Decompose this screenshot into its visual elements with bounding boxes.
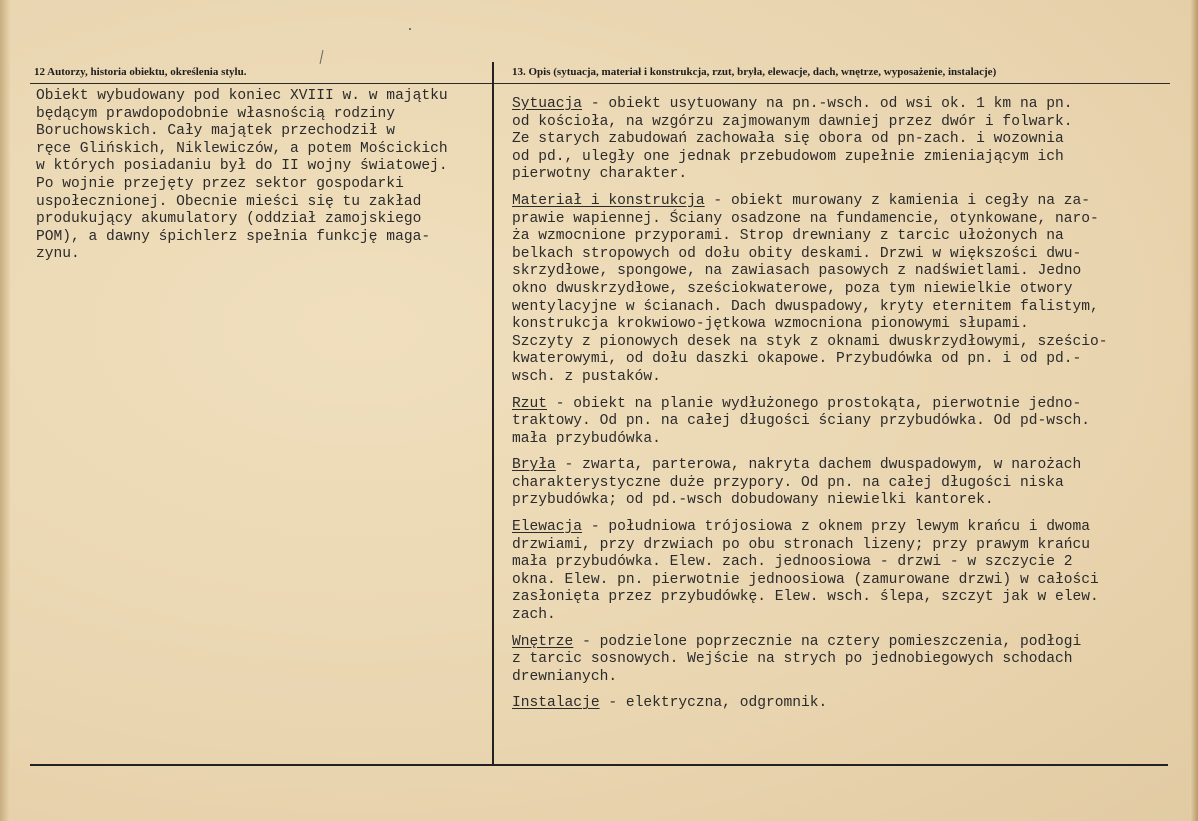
text-line: okna. Elew. pn. pierwotnie jednoosiowa (zamurowane drzwi) w całości [512, 571, 1099, 588]
text-line: uspołecznionej. Obecnie mieści się tu zakład [36, 193, 422, 210]
section-label: Elewacja [512, 519, 583, 536]
section-material [512, 193, 1174, 387]
text-line: Szczyty z pionowych desek na styk z oknami dwuskrzydłowymi, sześcio- [512, 333, 1108, 350]
text-line: traktowy. Od pn. na całej długości ściany przybudówka. Od pd-wsch. [512, 413, 1091, 430]
history-text-block [36, 88, 488, 264]
text-line: - obiekt murowany z kamienia i cegły na za- [704, 192, 1091, 209]
section-label: Instalacje [512, 695, 600, 712]
text-line: mała przybudówka. Elew. zach. jednoosiowa - drzwi - w szczycie 2 [512, 554, 1073, 571]
description-text-block [512, 96, 1174, 722]
section-instalacje [512, 695, 1174, 713]
section-label: Bryła [512, 457, 556, 474]
bottom-rule [30, 764, 1168, 766]
text-line: belkach stropowych od dołu obity deskami. Drzwi w większości dwu- [512, 245, 1082, 262]
text-line: od kościoła, na wzgórzu zajmowanym dawniej przez dwór i folwark. [512, 113, 1073, 130]
section-label: Wnętrze [512, 633, 574, 650]
text-line: wentylacyjne w ścianach. Dach dwuspadowy, kryty eternitem falistym, [512, 298, 1099, 315]
paper-edge-left [0, 0, 10, 821]
text-line: Obiekt wybudowany pod koniec XVIII w. w majątku [36, 88, 448, 104]
text-line: - zwarta, parterowa, nakryta dachem dwuspadowym, w narożach [555, 457, 1082, 474]
text-line: drzwiami, przy drzwiach po obu stronach lizeny; przy prawym krańcu [512, 536, 1091, 553]
section-13-header: 13. Opis (sytuacja, materiał i konstrukcja, rzut, bryła, elewacje, dach, wnętrze, wyposażenie, instalacje) [512, 66, 997, 78]
text-line: POM), a dawny śpichlerz spełnia funkcję maga- [36, 228, 431, 245]
text-line: będącym prawdopodobnie własnością rodziny [36, 105, 396, 122]
section-label: Rzut [512, 395, 548, 412]
text-line: - południowa trójosiowa z oknem przy lewym krańcu i dwoma [582, 519, 1091, 536]
paper-speck [409, 28, 411, 30]
section-label: Materiał i konstrukcja [512, 192, 705, 209]
section-rzut [512, 396, 1174, 449]
column-divider [492, 62, 494, 764]
text-line: ża wzmocnione przyporami. Strop drewniany z tarcic ułożonych na [512, 228, 1064, 245]
section-elewacja [512, 519, 1174, 625]
text-line: przybudówka; od pd.-wsch dobudowany niewielki kantorek. [512, 492, 994, 509]
text-line: Po wojnie przejęty przez sektor gospodarki [36, 175, 404, 192]
pencil-tick-mark [320, 50, 324, 64]
section-sytuacja [512, 96, 1174, 184]
text-line: Boruchowskich. Cały majątek przechodził w [36, 123, 396, 140]
header-rule [30, 83, 1170, 84]
text-line: - obiekt usytuowany na pn.-wsch. od wsi ok. 1 km na pn. [582, 96, 1073, 112]
text-line: pierwotny charakter. [512, 166, 688, 183]
section-12-header: 12 Autorzy, historia obiektu, określenia stylu. [34, 66, 247, 78]
section-wnetrze [512, 634, 1174, 687]
text-line: prawie wapiennej. Ściany osadzone na fundamencie, otynkowane, naro- [512, 210, 1099, 227]
section-label: Sytuacja [512, 96, 583, 112]
text-line: ręce Glińskich, Niklewiczów, a potem Mościckich [36, 140, 448, 157]
text-line: charakterystyczne duże przypory. Od pn. na całej długości niska [512, 474, 1064, 491]
text-line: drewnianych. [512, 668, 618, 685]
text-line: wsch. z pustaków. [512, 368, 661, 385]
text-line: z tarcic sosnowych. Wejście na strych po jednobiegowych schodach [512, 651, 1073, 668]
text-line: - elektryczna, odgromnik. [599, 695, 828, 712]
paper-edge-right [1190, 0, 1198, 821]
text-line: zach. [512, 607, 556, 624]
text-line: kwaterowymi, od dołu daszki okapowe. Przybudówka od pn. i od pd.- [512, 351, 1082, 368]
text-line: od pd., uległy one jednak przebudowom zupełnie zmieniającym ich [512, 148, 1064, 165]
text-line: zynu. [36, 246, 80, 263]
section-bryla [512, 457, 1174, 510]
text-line: - obiekt na planie wydłużonego prostokąta, pierwotnie jedno- [547, 395, 1082, 412]
text-line: zasłonięta przez przybudówkę. Elew. wsch. ślepa, szczyt jak w elew. [512, 589, 1099, 606]
text-line: produkujący akumulatory (oddział zamojskiego [36, 211, 422, 228]
text-line: konstrukcja krokwiowo-jętkowa wzmocniona pionowymi słupami. [512, 316, 1029, 333]
text-line: okno dwuskrzydłowe, sześciokwaterowe, poza tym niewielkie otwory [512, 280, 1073, 297]
text-line: skrzydłowe, spongowe, na zawiasach pasowych z nadświetlami. Jedno [512, 263, 1082, 280]
text-line: - podzielone poprzecznie na cztery pomieszczenia, podłogi [573, 633, 1082, 650]
text-line: Ze starych zabudowań zachowała się obora od pn-zach. i wozownia [512, 131, 1064, 148]
text-line: mała przybudówka. [512, 430, 661, 447]
text-line: w których posiadaniu był do II wojny światowej. [36, 158, 448, 175]
